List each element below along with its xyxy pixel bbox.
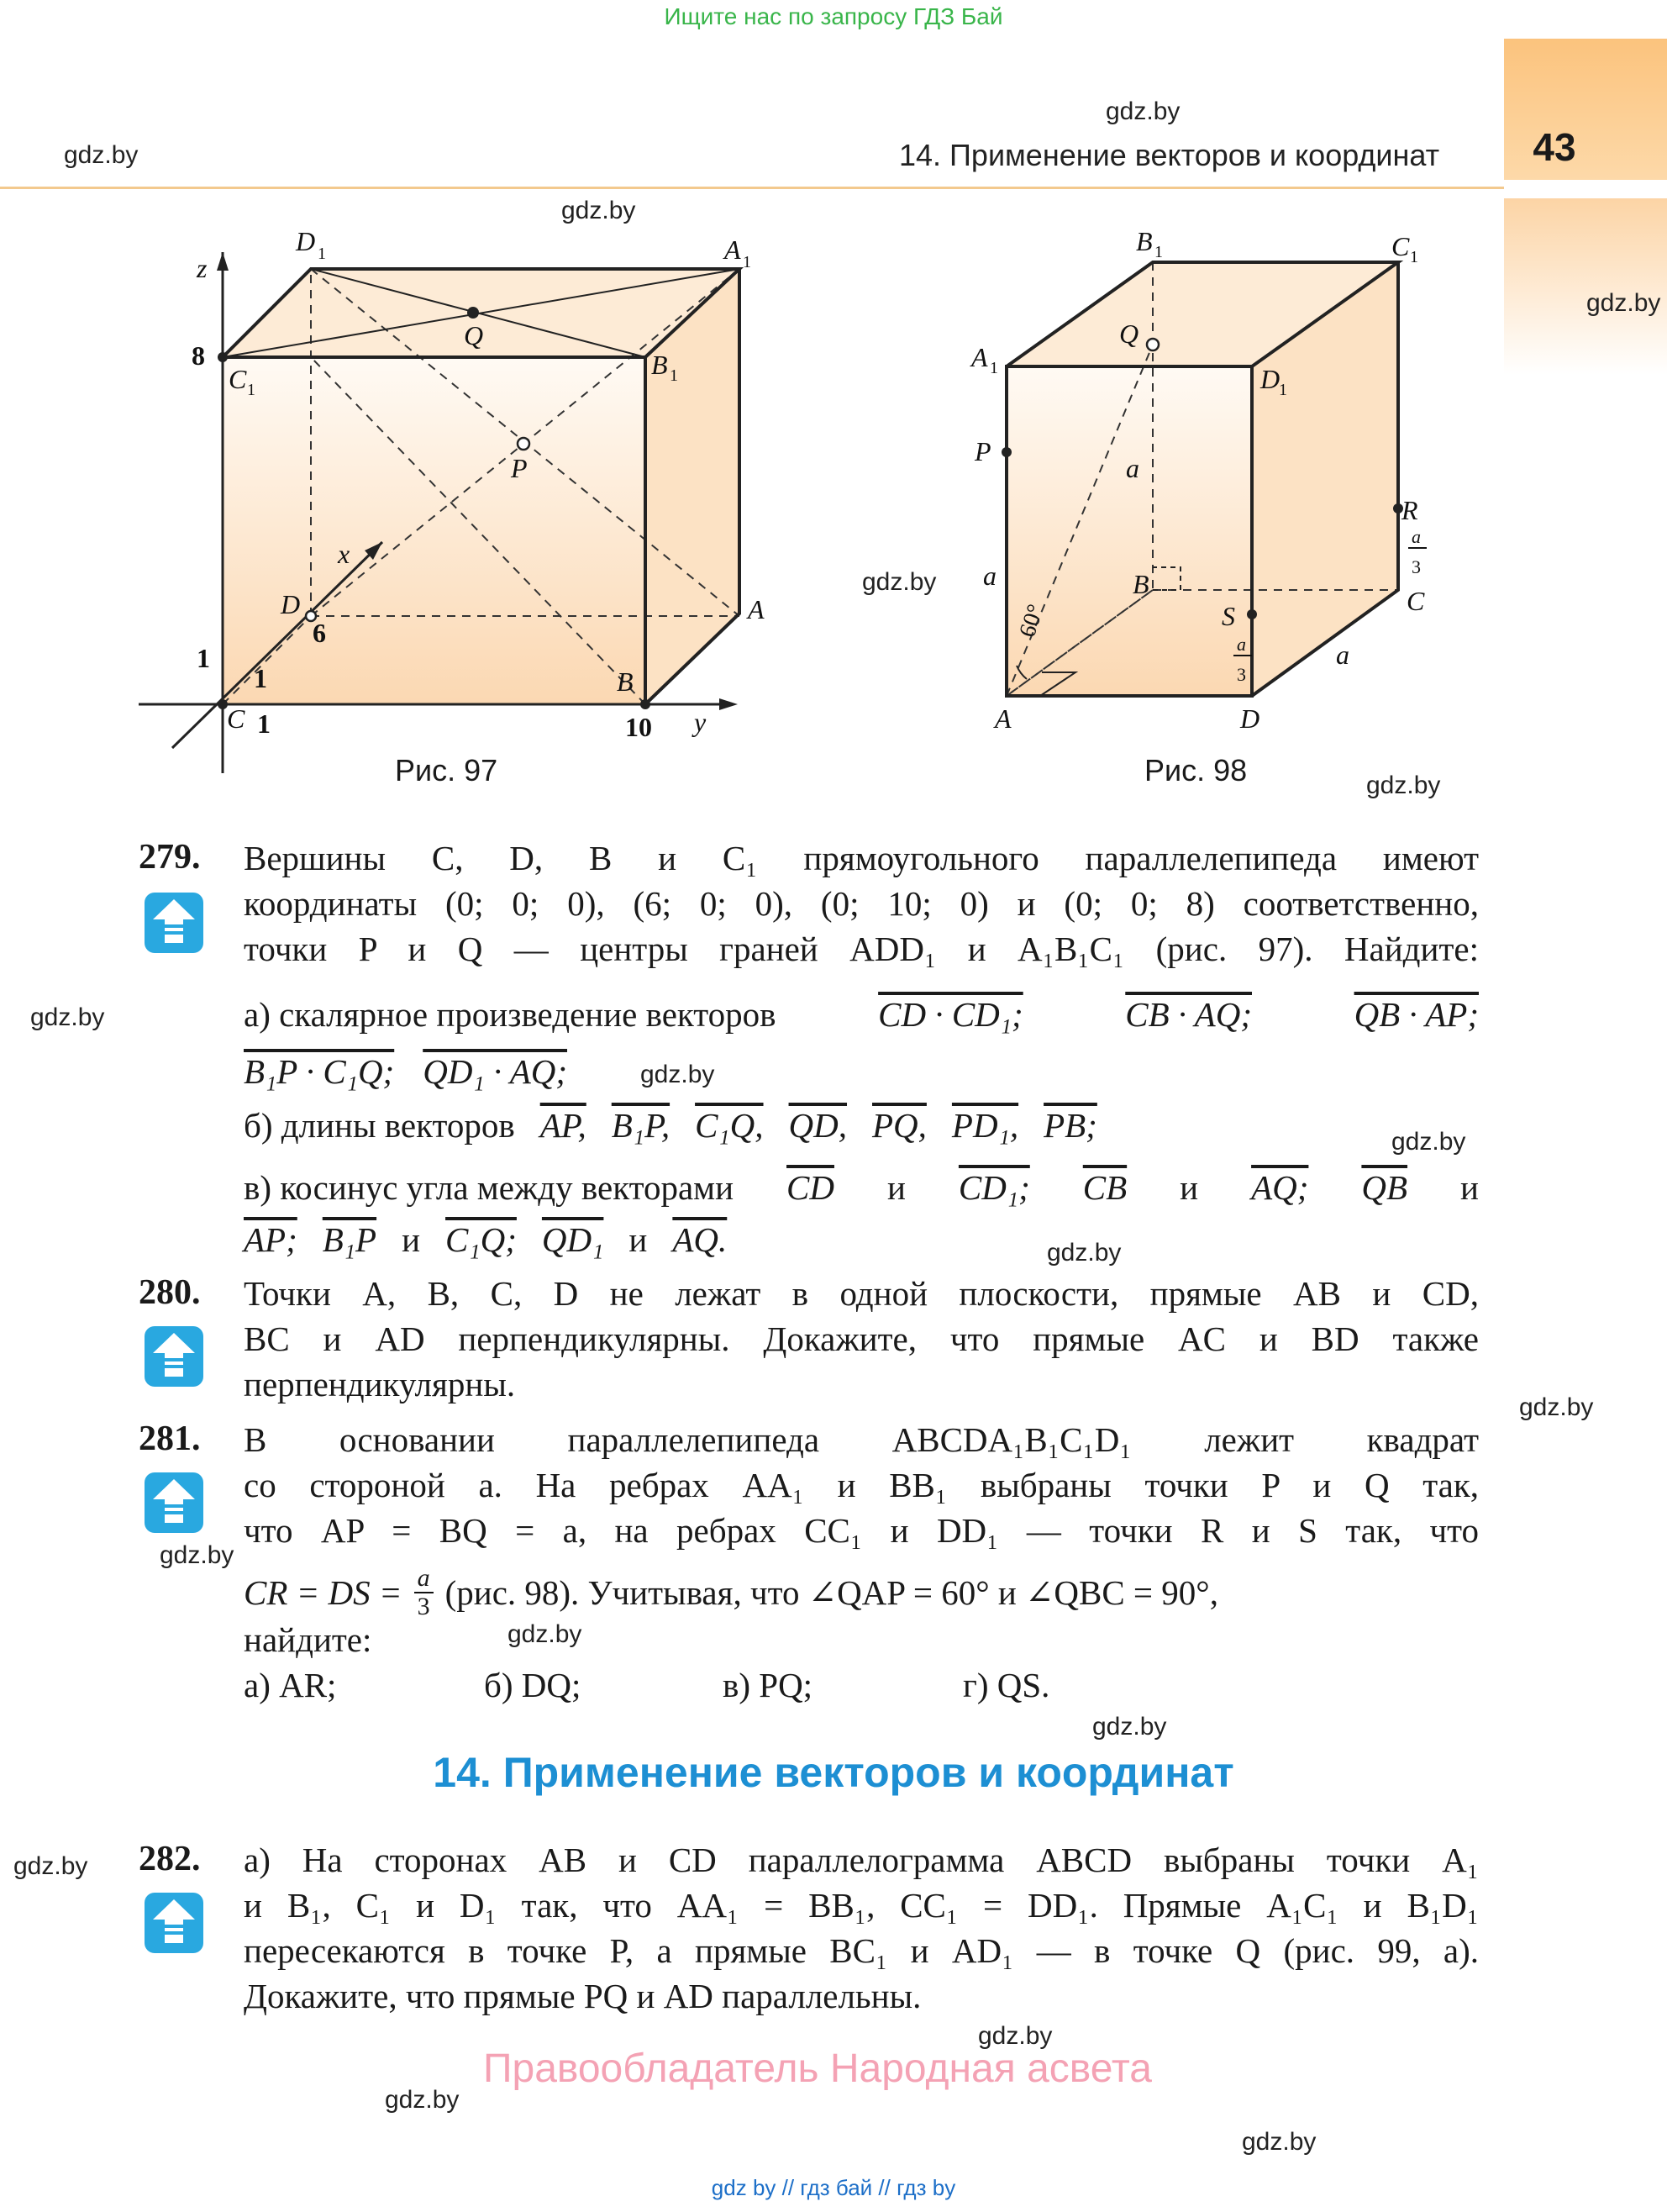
vector: PB; [1044,1106,1097,1145]
watermark: gdz.by [1242,2128,1317,2156]
label-D: D [281,589,301,619]
problem-279-part-b [244,1103,1479,1148]
conjunction: и [628,1220,648,1259]
label-R: R [1401,495,1418,525]
problem-279-number: 279. [139,838,201,877]
label-sub: 1 [318,245,326,263]
watermark: gdz.by [1106,97,1181,125]
fraction-numerator: a [414,1565,434,1593]
vector: $\overline{QB}$ [1361,1168,1408,1207]
conjunction: и [886,1168,906,1207]
conjunction: и [402,1220,421,1259]
problem-280-line: перпендикулярны. [244,1365,516,1404]
label-1: 1 [254,663,267,693]
label-6: 6 [313,618,326,648]
label-B: B [1133,569,1149,599]
problem-280-line: Точки A, B, C, D не лежат в одной плоскости, прямые AB и CD, [244,1274,1479,1313]
label-a: a [983,561,997,591]
watermark: gdz.by [1391,1128,1466,1156]
label-B1: B [651,350,668,380]
answer-item: а) AR; [244,1666,337,1704]
label-z: z [197,253,208,283]
vector-expression: B₁P · C₁Q; [244,1052,395,1091]
label-Q: Q [464,320,484,350]
vector: QD₁ [541,1220,604,1259]
fraction-denominator: 3 [417,1593,430,1620]
fraction [414,1565,434,1620]
vector-expression: CB · AQ; [1125,995,1252,1034]
vector: B₁P [322,1220,377,1259]
vector: AP, [539,1106,586,1145]
label-angle: 60° [1014,601,1049,641]
part-c-label: в) косинус угла между векторами [244,1168,734,1207]
problem-279-part-a [244,992,1479,1037]
watermark: gdz.by [561,197,636,224]
problem-281-line: что AP = BQ = a, на ребрах CC₁ и DD₁ — точки R и S так, что [244,1511,1479,1550]
label-x: x [338,539,350,569]
answer-item: б) DQ; [484,1666,581,1704]
label-A1: A [971,342,988,372]
problem-281-line4 [244,1565,1479,1620]
watermark: gdz.by [507,1620,582,1648]
label-1: 1 [197,643,210,673]
label-sub: 1 [990,359,998,377]
answer-item: в) PQ; [723,1666,813,1704]
footer-links[interactable]: gdz by // гдз бай // гдз by [711,2175,956,2200]
label-C: C [227,703,245,734]
problem-280-number: 280. [139,1273,201,1312]
difficulty-icon [143,1325,205,1388]
vector: AP; [244,1220,297,1259]
problem-280-line: BC и AD перпендикулярны. Докажите, что прямые AC и BD также [244,1319,1479,1358]
watermark: gdz.by [1366,772,1441,799]
vector: C₁Q, [695,1106,764,1145]
label-S: S [1222,601,1235,631]
problem-282-line: и B₁, C₁ и D₁ так, что AA₁ = BB₁, CC₁ = DD₁. Прямые A₁C₁ и B₁D₁ [244,1886,1479,1925]
copyright-notice: Правообладатель Народная асвета [483,2046,1152,2091]
problem-281-line5: найдите: [244,1620,372,1659]
section-title: 14. Применение векторов и координат [433,1749,1234,1796]
part-b-label: б) длины векторов [244,1106,515,1145]
vector: $\overline{CB}$ [1082,1168,1128,1207]
watermark: gdz.by [1586,289,1661,317]
difficulty-icon [143,1891,205,1955]
label-C1: C [1391,231,1410,261]
watermark: gdz.by [1092,1713,1167,1741]
label-Q: Q [1119,319,1139,349]
conjunction: и [1180,1168,1199,1207]
vector-expression: QD₁ · AQ; [423,1052,568,1091]
label-A: A [995,703,1012,734]
label-B: B [617,666,634,697]
label-A1: A [724,234,741,265]
figure-98-caption: Рис. 98 [1144,753,1248,787]
header-divider [0,187,1504,189]
label-8: 8 [192,340,205,371]
label-D1: D [296,226,316,256]
problem-282-number: 282. [139,1840,201,1878]
conjunction: и [1460,1168,1479,1207]
vector: AQ; [1251,1168,1309,1207]
watermark: gdz.by [978,2022,1053,2050]
top-banner: Ищите нас по запросу ГДЗ Бай [664,3,1003,29]
label-sub: 1 [247,381,255,399]
label-10: 10 [625,712,652,742]
running-title: 14. Применение векторов и координат [899,138,1440,172]
problem-282-line: пересекаются в точке P, а прямые BC₁ и AD₁ — в точке Q (рис. 99, а). [244,1931,1479,1970]
label-frac-num: a [1412,526,1421,547]
watermark: gdz.by [862,568,937,596]
figure-97-box [126,219,798,790]
problem-279-part-c-cont [244,1217,1479,1262]
label-frac-den: 3 [1237,664,1246,685]
side-tab [1504,198,1667,375]
label-P: P [511,453,528,483]
problem-281-line: В основании параллелепипеда ABCDA₁B₁C₁D₁ лежит квадрат [244,1420,1479,1459]
page-number: 43 [1533,125,1576,169]
problem-279-part-c [244,1165,1479,1210]
label-A: A [748,594,765,624]
problem-279-part-a-cont [244,1049,1479,1094]
watermark: gdz.by [640,1061,715,1088]
vector: CD₁; [958,1168,1030,1207]
vector: B₁P, [611,1106,670,1145]
vector: QD, [788,1106,848,1145]
label-D1: D [1260,364,1280,394]
label-sub: 1 [743,253,751,271]
problem-282-line: а) На сторонах AB и CD параллелограмма ABCD выбраны точки A₁ [244,1841,1479,1879]
label-a: a [1126,453,1139,483]
watermark: gdz.by [30,1003,105,1031]
watermark: gdz.by [13,1852,88,1880]
label-1: 1 [257,708,271,739]
vector: C₁Q; [445,1220,517,1259]
label-C: C [1407,586,1425,616]
label-sub: 1 [1279,381,1287,399]
difficulty-icon [143,1471,205,1535]
watermark: gdz.by [64,141,139,169]
watermark: gdz.by [1519,1393,1594,1421]
vector-expression: QB · AP; [1354,995,1479,1034]
problem-282-line: Докажите, что прямые PQ и AD параллельны. [244,1977,922,2015]
label-sub: 1 [670,366,678,385]
vector: $\overline{CD}$ [786,1168,834,1207]
watermark: gdz.by [160,1541,234,1569]
label-frac-den: 3 [1412,556,1421,577]
equation-text: CR = DS = [244,1573,402,1612]
difficulty-icon [143,891,205,955]
watermark: gdz.by [385,2086,460,2114]
label-frac-num: a [1237,634,1246,655]
label-y: y [694,707,707,737]
label-D: D [1240,703,1260,734]
figure-98-cube [966,219,1437,740]
watermark: gdz.by [1047,1239,1122,1267]
answer-item: г) QS. [963,1666,1050,1704]
label-B1: B [1136,226,1153,256]
problem-279-line: координаты (0; 0; 0), (6; 0; 0), (0; 10; 0) и (0; 0; 8) соответственно, [244,884,1479,923]
label-sub: 1 [1410,248,1418,266]
vector-expression: CD · CD₁; [878,995,1023,1034]
label-C1: C [229,364,247,394]
vector: AQ. [672,1220,728,1259]
label-P: P [975,436,991,466]
problem-279-line: Вершины C, D, B и C₁ прямоугольного параллелепипеда имеют [244,839,1479,877]
vector: PQ, [872,1106,927,1145]
label-a: a [1336,640,1349,670]
problem-281-number: 281. [139,1419,201,1458]
label-sub: 1 [1154,243,1163,261]
part-a-label: а) скалярное произведение векторов [244,995,776,1034]
problem-279-line: точки P и Q — центры граней ADD₁ и A₁B₁C₁ (рис. 97). Найдите: [244,930,1479,968]
figure-97-caption: Рис. 97 [395,753,498,787]
vector: PD₁, [951,1106,1019,1145]
problem-281-line: со стороной a. На ребрах AA₁ и BB₁ выбраны точки P и Q так, [244,1466,1479,1504]
equation-text: (рис. 98). Учитывая, что ∠QAP = 60° и ∠QBC = 90°, [444,1573,1218,1612]
